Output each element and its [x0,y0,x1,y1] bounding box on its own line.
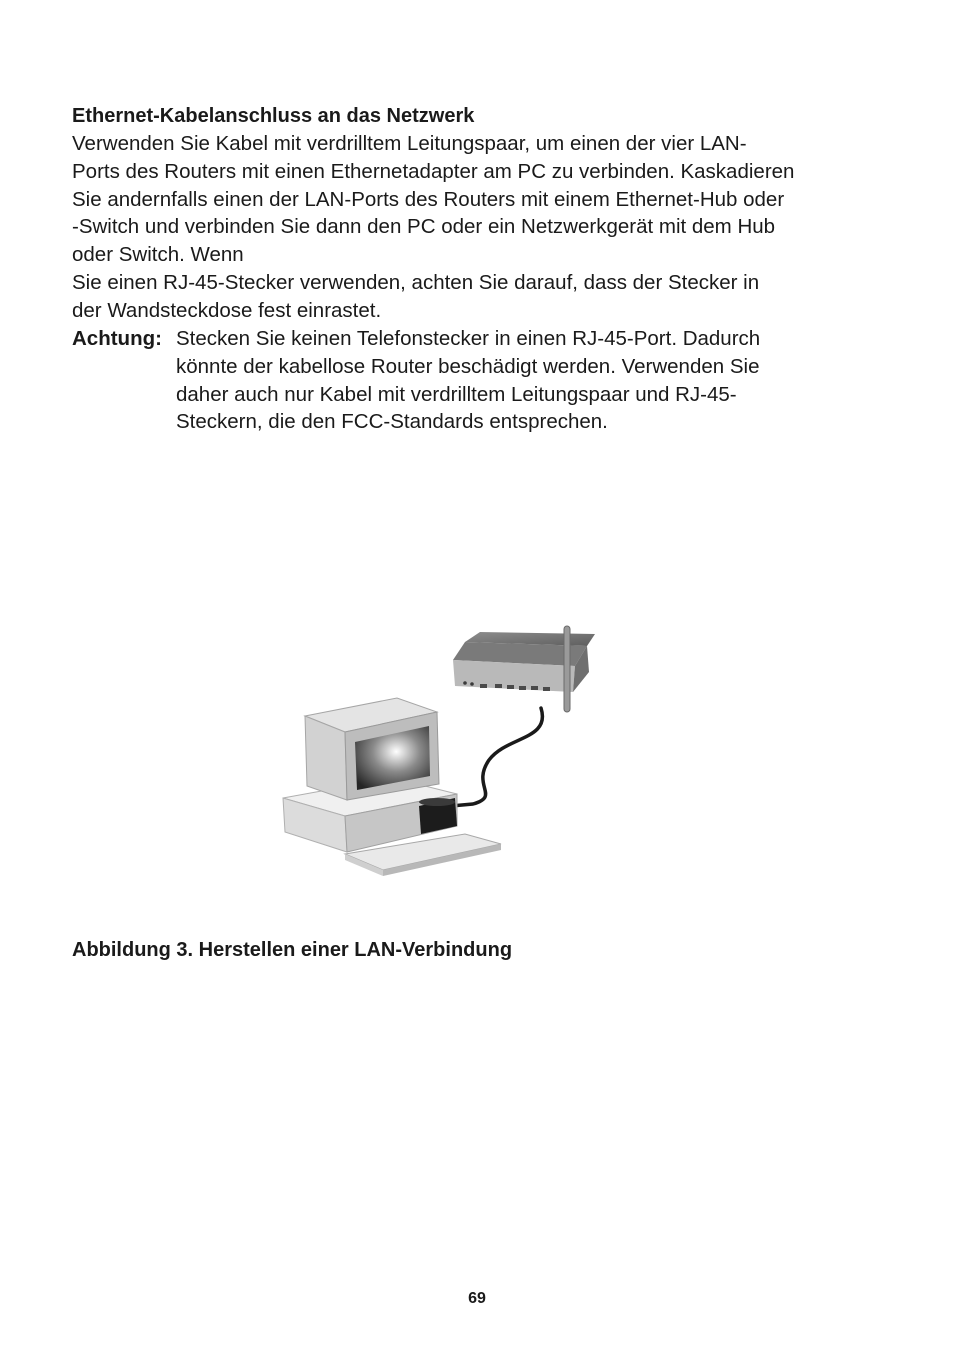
paragraph-line: -Switch und verbinden Sie dann den PC oder ein Netzwerkgerät mit dem Hub [72,215,776,239]
paragraph-line: Verwenden Sie Kabel mit verdrilltem Leitungspaar, um einen der vier LAN- [72,132,747,155]
ethernet-cable [451,708,542,806]
router-icon [453,626,595,712]
paragraph-line: Sie andernfalls einen der LAN-Ports des Routers mit einem Ethernet-Hub oder [72,187,785,211]
caution-line: Stecken Sie keinen Telefonstecker in einen RJ-45-Port. Dadurch [176,327,761,350]
section-paragraph [72,130,902,325]
lan-connection-illustration [275,620,615,880]
caution-line: könnte der kabellose Router beschädigt werden. Verwenden Sie [176,354,760,378]
figure-caption: Abbildung 3. Herstellen einer LAN-Verbindung [72,939,513,961]
section-heading: Ethernet-Kabelanschluss an das Netzwerk [72,105,475,127]
caution-line: Steckern, die den FCC-Standards entsprechen. [176,410,608,434]
caution-label: Achtung: [72,327,162,350]
caution-text [176,325,896,436]
paragraph-line: Sie einen RJ-45-Stecker verwenden, achten Sie darauf, dass der Stecker in [72,270,760,294]
paragraph-line: der Wandsteckdose fest einrastet. [72,298,382,322]
computer-icon [283,698,501,876]
caution-line: daher auch nur Kabel mit verdrilltem Leitungspaar und RJ-45- [176,382,737,406]
paragraph-line: Ports des Routers mit einen Ethernetadapter am PC zu verbinden. Kaskadieren [72,159,795,183]
page-number: 69 [468,1290,486,1307]
paragraph-line: oder Switch. Wenn [72,243,244,267]
